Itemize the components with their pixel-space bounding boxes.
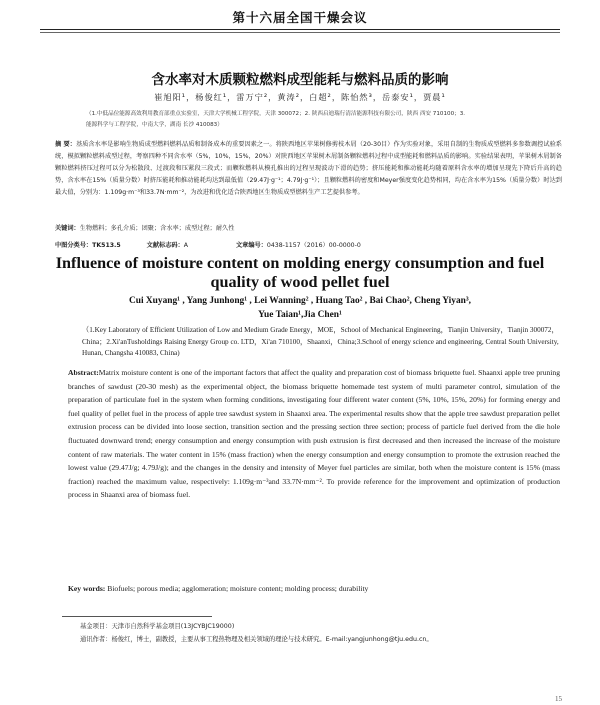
english-abstract-text: Matrix moisture content is one of the important factors that affect the quality and preparation cost of biomass briquette fuel. Shaanxi apple tree pruning branches of sawdust (20-30 mesh) as the experimental object, the biomass briquette homemade test system of multi parameter control, simulation of the preparation of particulate fuel in the system when forming conditions, investigating four different water content (5%, 10%, 15%, 20%) for forming energy and fuel quality of pellet fuel in the process of apple tree sawdust system in Shaanxi area. The experimental results show that the apple tree sawdust preparation pellet extrusion process can be divided into loose section, transition section and the pressing section three section; process of particle fuel derived from the die hole fluctuated downward trend; energy consumption and energy consumption with push extrusion is first decreased and then increased the increase of the moisture content of raw materials. The water content in 15% (mass fraction) when the energy consumption and energy consumption to promote the extrusion reached the lowest value (29.47J/g; 4.79J/g); and the changes in the density and intensity of Meyer fuel particles are similar, both when the moisture content is 15% (mass fraction) reached the maximum value, respectively: 1.109g·m⁻³and 33.7N·mm⁻². To provide reference for the improvement and optimization of production process in Shaanxi area of biomass fuel. — [68, 368, 560, 500]
classification-line — [55, 240, 562, 249]
chinese-authors: 崔旭阳¹，杨俊红¹，雷万宁²，黄涛²，白超²，陈怡然³，岳泰安¹，贾晨¹ — [154, 92, 446, 102]
english-abstract-label: Abstract: — [68, 368, 99, 377]
chinese-title: 含水率对木质颗粒燃料成型能耗与燃料品质的影响 — [151, 72, 449, 88]
english-authors-line-2: Yue Taian¹,Jia Chen¹ — [258, 309, 342, 320]
chinese-keywords-text: 生物燃料；多孔介质；团聚；含水率；成型过程；耐久性 — [79, 225, 235, 232]
english-affiliation: （1.Key Laboratory of Efficient Utilization of Low and Medium Grade Energy，MOE，School of Mechanical Engineering，Tianjin University，Tianjin 300072，China；2.Xi'anTusholdings Raising Energy Group co. LTD，Xi'an 710100，Shaanxi，China;3.School of energy science and engineering, Central South University, Hunan, Changsha 410083, China) — [82, 326, 559, 357]
english-keywords-text: Biofuels; porous media; agglomeration; moisture content; molding process; durability — [107, 584, 369, 593]
english-keywords-label: Key words: — [68, 584, 106, 593]
footnote-rule — [62, 616, 212, 617]
chinese-abstract — [55, 139, 562, 199]
header-rule-thin — [40, 32, 560, 33]
chinese-abstract-text: 基质含水率是影响生物质成型燃料燃料品质和制备成本的重要因素之一。将陕西地区苹果树修剪枝木屑（20-30目）作为实验对象，采用自制的生物质成型燃料多参数调控试验系统，模拟颗粒燃料成型过程，考察四种不同含水率（5%，10%，15%，20%）对陕西地区苹果树木屑制备颗粒燃料过程中成型能耗和燃料品质的影响。实验结果表明，苹果树木屑制备颗粒燃料挤压过程可以分为松散段、过渡段和压紧段三段式；而颗粒燃料从模孔推出的过程呈现波动下滑的趋势；挤压能耗和推动能耗均随着原料含水率的增加呈现先下降后升高的趋势，含水率在15%（质量分数）时挤压能耗和推动能耗均达到最低值（29.47J·g⁻¹；4.79J·g⁻¹）；且颗粒燃料的密度和Meyer强度变化趋势相同，均在含水率为15%（质量分数）时达到最大值，分别为：1.109g·m⁻³和33.7N·mm⁻²，为改进和优化适合陕西地区生物质成型燃料生产工艺提供参考。 — [55, 141, 562, 196]
footnote-contact: 通讯作者：杨俊红，博士，副教授，主要从事工程热物理及相关领域的理论与技术研究。E-mail:yangjunhong@tju.edu.cn。 — [80, 636, 433, 643]
english-title: Influence of moisture content on molding energy consumption and fuel quality of wood pellet fuel — [55, 254, 545, 291]
document-code-value: A — [183, 242, 189, 249]
footnote-fund: 基金项目：天津市自然科学基金项目(13JCYBJC19000) — [80, 623, 235, 630]
article-number-value: 0438-1157（2016）00-0000-0 — [266, 242, 361, 249]
running-header: 第十六届全国干燥会议 — [232, 10, 368, 25]
article-number-label: 文章编号： — [235, 242, 267, 249]
english-keywords — [68, 584, 560, 593]
chinese-affiliation — [86, 109, 550, 131]
chinese-keywords — [55, 223, 562, 232]
english-abstract — [68, 366, 560, 502]
english-authors — [60, 295, 540, 322]
document-code-label: 文献标志码： — [146, 242, 184, 249]
chinese-keywords-label: 关键词： — [55, 225, 80, 232]
chinese-affiliation-line-2: 能源科学与工程学院，中南大学，湖南 长沙 410083） — [86, 122, 223, 128]
header-rule — [40, 29, 560, 30]
footnote — [80, 620, 560, 646]
chinese-abstract-label: 摘 要： — [55, 141, 76, 148]
english-authors-line-1: Cui Xuyang¹ , Yang Junhong¹ , Lei Wanning² , Huang Tao² , Bai Chao², Cheng Yiyan³, — [128, 296, 472, 306]
chinese-affiliation-line-1: （1.中低品位能源高效利用教育部重点实验室，天津大学机械工程学院，天津 300072；2. 陕西启迪瑞行清洁能源科技有限公司，陕西 西安 710100；3. — [86, 111, 466, 117]
classification-value: TK513.5 — [92, 242, 121, 249]
page-number: 15 — [555, 695, 562, 703]
classification-label: 中图分类号： — [55, 242, 93, 249]
